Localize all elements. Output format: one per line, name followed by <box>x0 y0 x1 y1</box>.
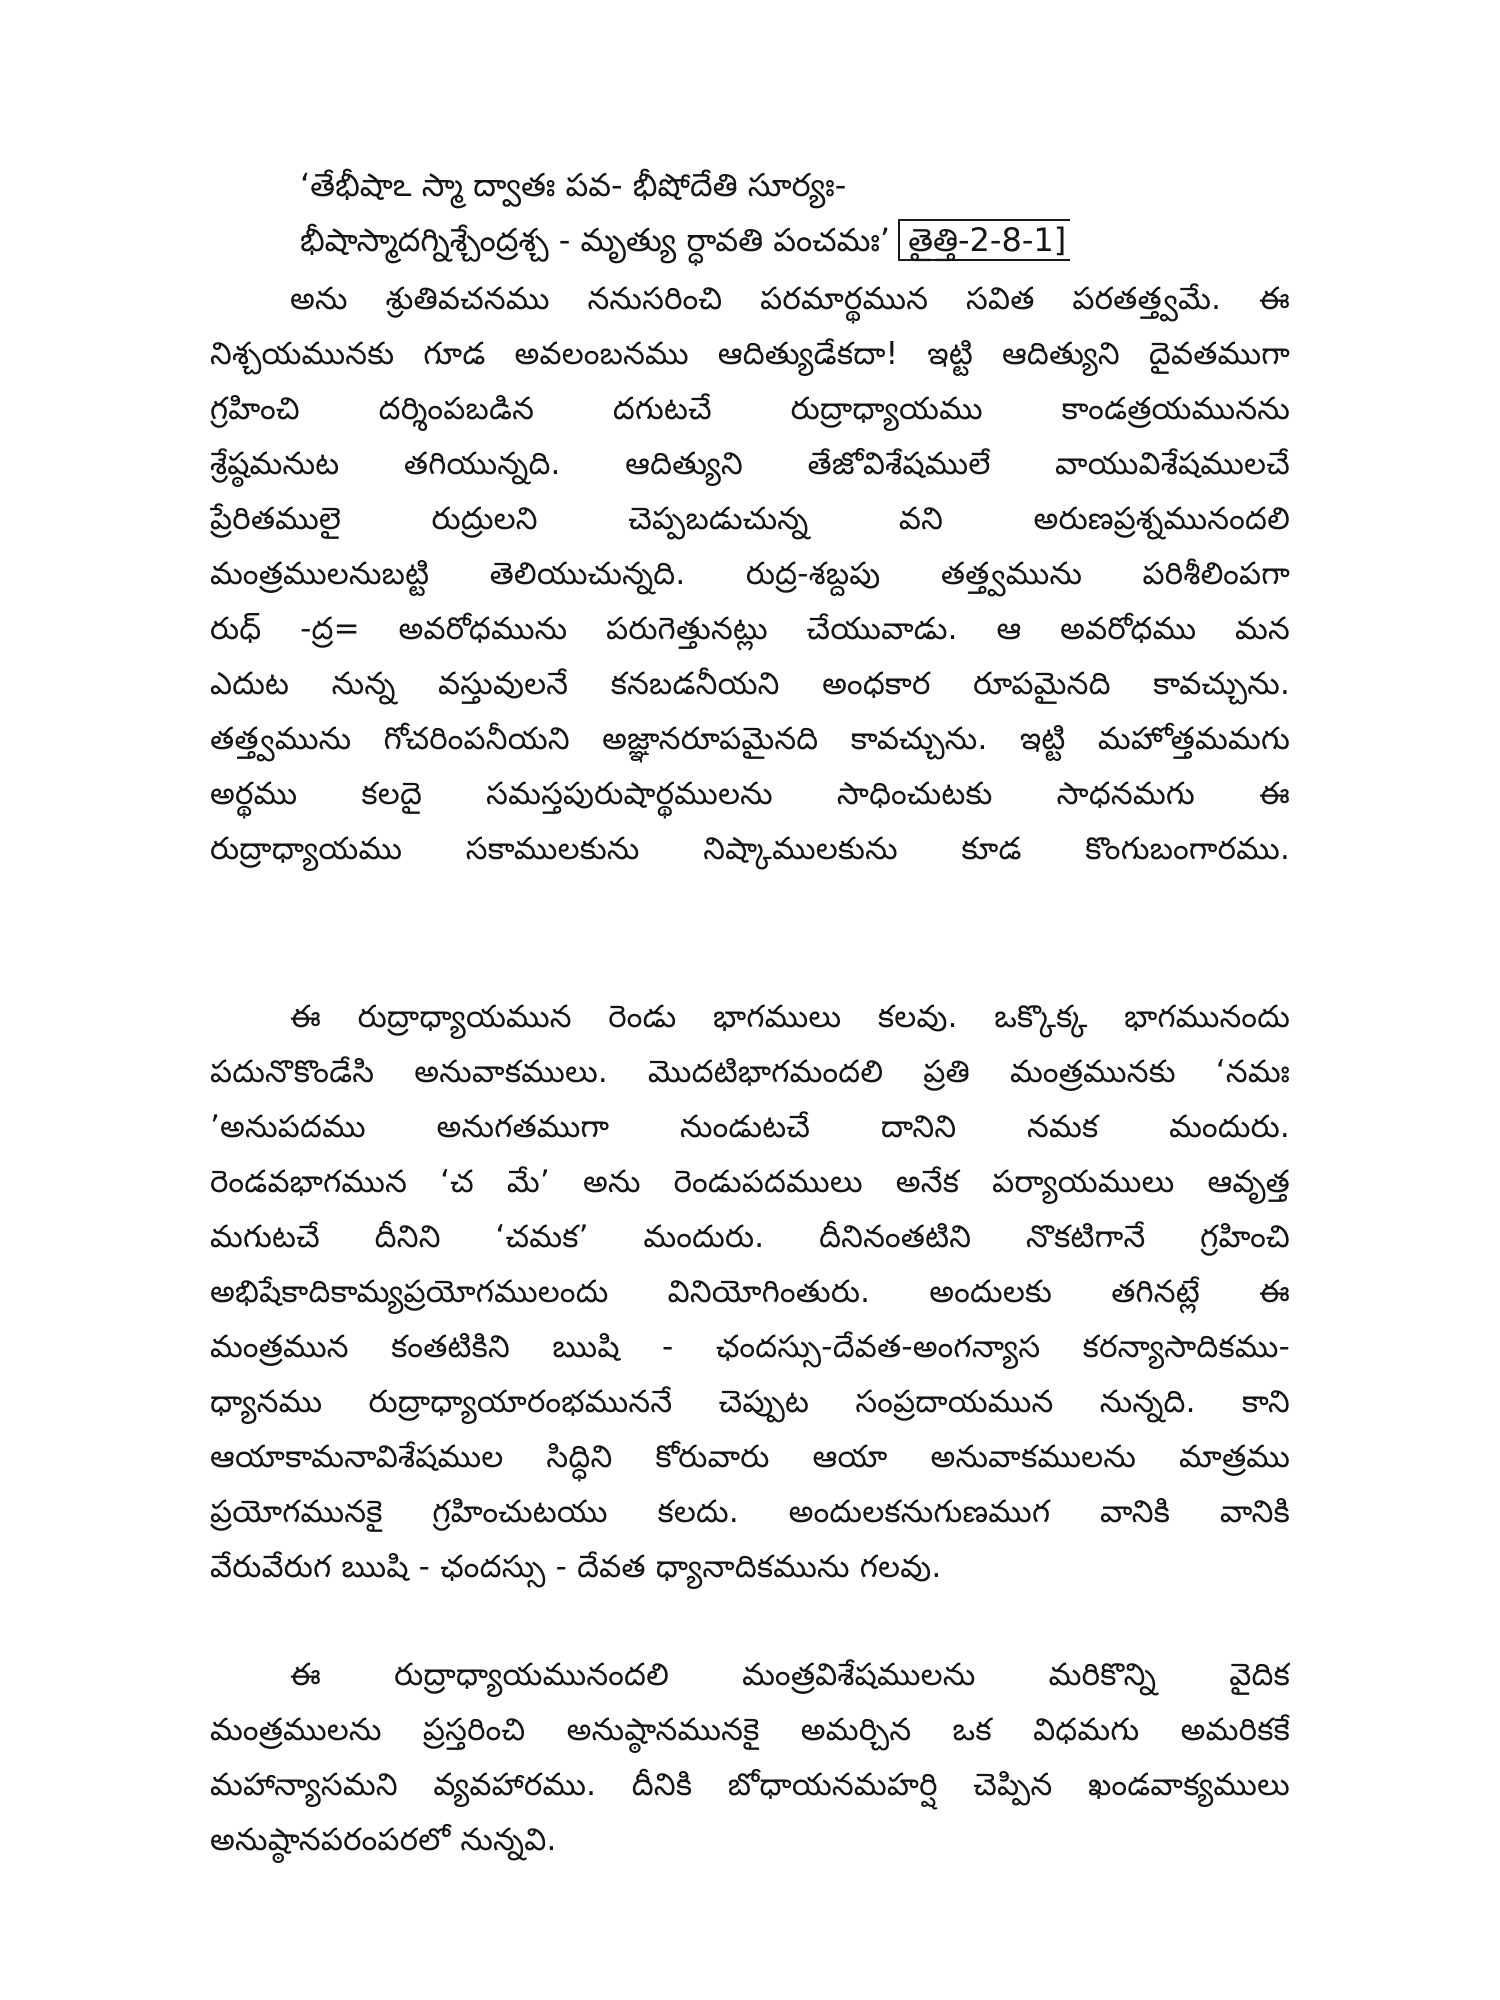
paragraph-line: మగుటచే దీనిని ‘చమక’ మందురు. దీనినంతటిని నొకటిగానే గ్రహించి <box>210 1219 1290 1255</box>
paragraph-line: మంత్రమున కంతటికిని ఋషి - ఛందస్సు-దేవత-అంగన్యాస కరన్యాసాదికము- <box>210 1329 1290 1365</box>
paragraph-line: పదునొకొండేసి అనువాకములు. మొదటిభాగమందలి ప్రతి మంత్రమునకు ‘నమః <box>210 1054 1290 1090</box>
paragraph-line: ధ్యానము రుద్రాధ్యాయారంభముననే చెప్పుట సంప్రదాయమున నున్నది. కాని <box>210 1384 1290 1420</box>
paragraph-line: ’అనుపదము అనుగతముగా నుండుటచే దానిని నమక మందురు. <box>210 1109 1290 1145</box>
paragraph-3 <box>210 1648 1290 1868</box>
paragraph-line: రెండవభాగమున ‘చ మే’ అను రెండుపదములు అనేక పర్యాయములు ఆవృత్త <box>210 1164 1290 1200</box>
paragraph-line: మహాన్యాసమని వ్యవహారము. దీనికి బోధాయనమహర్షి చెప్పిన ఖండవాక్యములు <box>210 1767 1290 1803</box>
paragraph-line: రుధ్ -ద్ర= అవరోధమును పరుగెత్తునట్లు చేయువాడు. ఆ అవరోధము మన <box>210 611 1290 647</box>
paragraph-line: అనుష్ఠానపరంపరలో నున్నవి. <box>210 1822 557 1858</box>
paragraph-line: ఈ రుద్రాధ్యాయమున రెండు భాగములు కలవు. ఒక్కొక్క భాగమునందు <box>290 999 1290 1035</box>
paragraph-line: ప్రేరితములై రుద్రులని చెప్పబడుచున్న వని అరుణప్రశ్నమునందలి <box>210 501 1290 537</box>
paragraph-line: అను శ్రుతివచనము ననుసరించి పరమార్థమున సవిత పరతత్త్వమే. ఈ <box>290 281 1290 317</box>
paragraph-line: ఎదుట నున్న వస్తువులనే కనబడనీయని అంధకార రూపమైనది కావచ్చును. <box>210 666 1290 702</box>
paragraph-line: అభిషేకాదికామ్యప్రయోగములందు వినియోగింతురు. అందులకు తగినట్లే ఈ <box>210 1274 1290 1310</box>
verse-line-2 <box>300 213 1070 268</box>
paragraph-line: ఈ రుద్రాధ్యాయమునందలి మంత్రవిశేషములను మరికొన్ని వైదిక <box>290 1657 1290 1693</box>
paragraph-line: నిశ్చయమునకు గూడ అవలంబనము ఆదిత్యుడేకదా! ఇట్టి ఆదిత్యుని దైవతముగా <box>210 336 1290 372</box>
paragraph-line: గ్రహించి దర్శింపబడిన దగుటచే రుద్రాధ్యాయము కాండత్రయమునను <box>210 391 1290 427</box>
verse-reference: తైత్తి-2-8-1] <box>898 219 1070 261</box>
paragraph-line: ఆయాకామనావిశేషముల సిద్ధిని కోరువారు ఆయా అనువాకములను మాత్రము <box>210 1439 1290 1475</box>
paragraph-line: అర్థము కలదై సమస్తపురుషార్థములను సాధించుటకు సాధనమగు ఈ <box>210 776 1290 812</box>
paragraph-line: రుద్రాధ్యాయము సకాములకును నిష్కాములకును కూడ కొంగుబంగారము. <box>210 831 1290 867</box>
paragraph-line: మంత్రములను ప్రస్తరించి అనుష్ఠానమునకై అమర్చిన ఒక విధమగు అమరికకే <box>210 1712 1290 1748</box>
verse-line-2-text: భీషాస్మాదగ్నిశ్చేంద్రశ్చ - మృత్యు ర్ధావతి పంచమః’ <box>300 221 891 259</box>
paragraph-line: మంత్రములనుబట్టి తెలియుచున్నది. రుద్ర-శబ్దపు తత్త్వమును పరిశీలింపగా <box>210 556 1290 592</box>
paragraph-line: ప్రయోగమునకై గ్రహించుటయు కలదు. అందులకనుగుణముగ వానికి వానికి <box>210 1494 1290 1530</box>
verse-line-1: ‘తేభీషాఽ స్మా ద్వాతః పవ- భీషోదేతి సూర్యః- <box>300 166 847 204</box>
paragraph-2 <box>210 990 1290 1595</box>
paragraph-line: వేరువేరుగ ఋషి - ఛందస్సు - దేవత ధ్యానాదికమును గలవు. <box>210 1549 942 1585</box>
paragraph-line: తత్త్వమును గోచరింపనీయని అజ్ఞానరూపమైనది కావచ్చును. ఇట్టి మహోత్తమమగు <box>210 721 1290 757</box>
paragraph-1 <box>210 272 1290 877</box>
paragraph-line: శ్రేష్ఠమనుట తగియున్నది. ఆదిత్యుని తేజోవిశేషములే వాయువిశేషములచే <box>210 446 1290 482</box>
